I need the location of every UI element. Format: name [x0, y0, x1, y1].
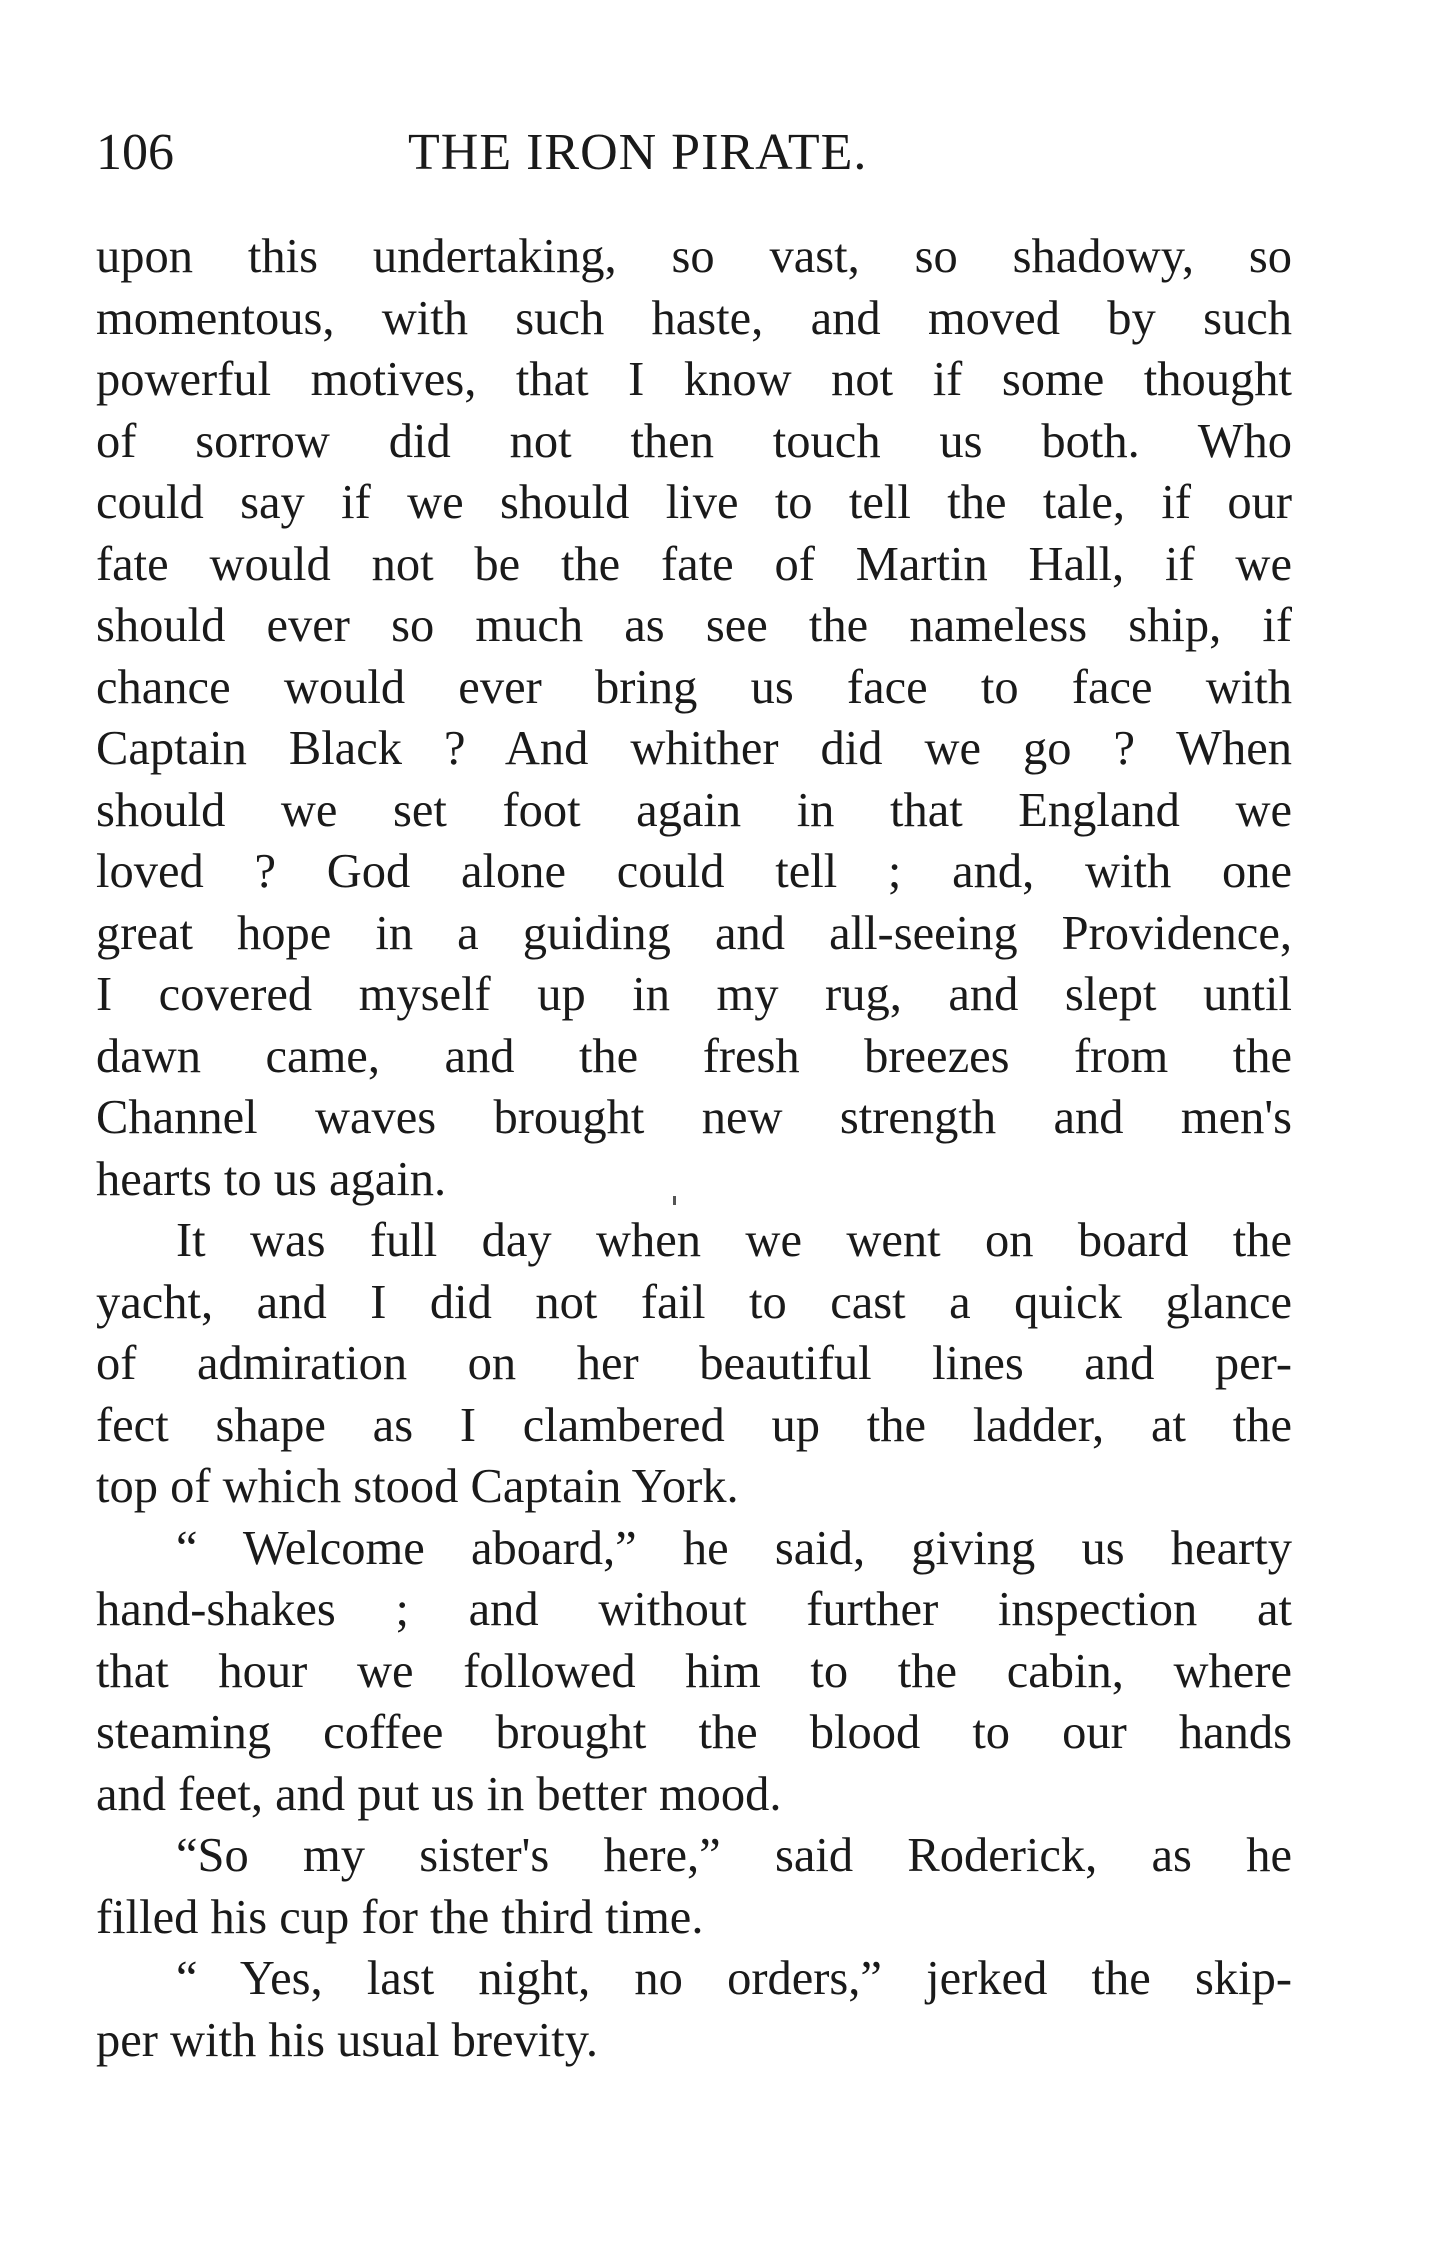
text-line: hearts to us again. [96, 1152, 447, 1206]
text-line: upon this undertaking, so vast, so shadowy, so [96, 230, 1292, 283]
text-line: filled his cup for the third time. [96, 1890, 704, 1944]
print-speck [673, 1196, 676, 1205]
text-line: dawn came, and the fresh breezes from the [96, 1029, 1292, 1083]
text-line: top of which stood Captain York. [96, 1460, 739, 1513]
text-line: that hour we followed him to the cabin, where [96, 1644, 1292, 1698]
text-line: should we set foot again in that England we [96, 783, 1292, 837]
text-line: could say if we should live to tell the tale, if our [96, 476, 1292, 529]
text-line: “ Welcome aboard,” he said, giving us hearty [176, 1521, 1292, 1575]
text-line: I covered myself up in my rug, and slept until [96, 968, 1292, 1021]
text-line: per with his usual brevity. [96, 2013, 598, 2067]
text-line: chance would ever bring us face to face with [96, 660, 1292, 714]
page-header [96, 118, 1292, 188]
text-line: momentous, with such haste, and moved by such [96, 291, 1292, 345]
running-title: THE IRON PIRATE. [408, 124, 868, 181]
text-line: of sorrow did not then touch us both. Who [96, 414, 1292, 468]
text-line: Channel waves brought new strength and men's [96, 1091, 1292, 1144]
text-line: powerful motives, that I know not if some thought [96, 353, 1292, 406]
text-line: of admiration on her beautiful lines and per- [96, 1337, 1292, 1390]
text-line: “So my sister's here,” said Roderick, as he [176, 1829, 1292, 1882]
text-line: and feet, and put us in better mood. [96, 1767, 782, 1821]
text-line: should ever so much as see the nameless ship, if [96, 599, 1292, 652]
text-line: hand-shakes ; and without further inspection at [96, 1583, 1292, 1636]
text-line: loved ? God alone could tell ; and, with one [96, 845, 1292, 898]
text-line: steaming coffee brought the blood to our hands [96, 1706, 1292, 1759]
text-line: fate would not be the fate of Martin Hall, if we [96, 537, 1292, 591]
text-line: Captain Black ? And whither did we go ? When [96, 722, 1292, 775]
text-line: It was full day when we went on board the [176, 1214, 1292, 1267]
page-number: 106 [96, 124, 174, 181]
text-line: “ Yes, last night, no orders,” jerked the skip- [176, 1952, 1292, 2005]
text-line: fect shape as I clambered up the ladder, at the [96, 1398, 1292, 1452]
text-line: great hope in a guiding and all-seeing Providence, [96, 906, 1292, 960]
body-text [96, 226, 1292, 2071]
text-line: yacht, and I did not fail to cast a quick glance [96, 1275, 1292, 1329]
